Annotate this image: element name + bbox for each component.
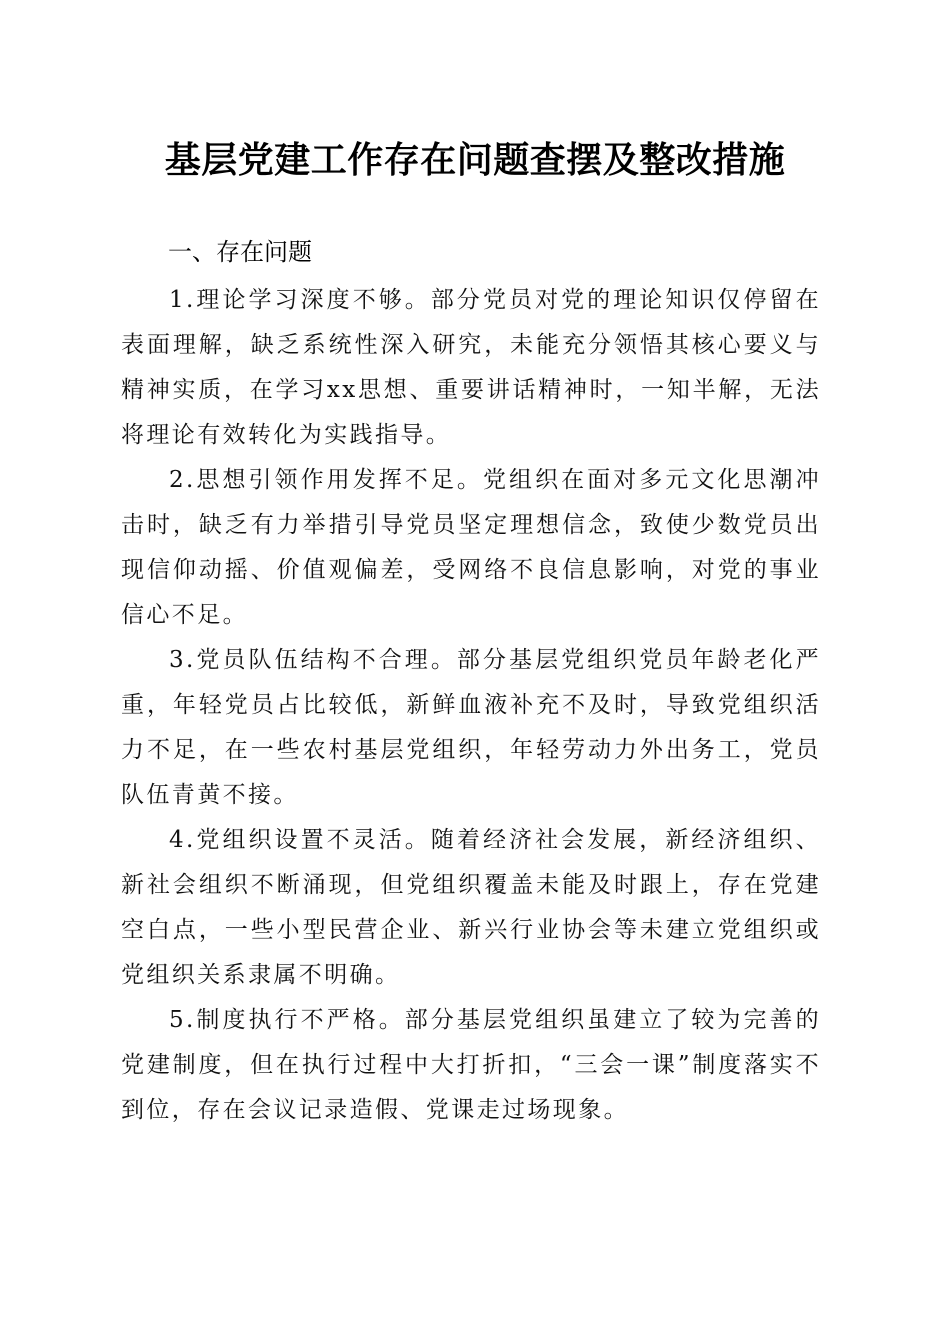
document-title: 基层党建工作存在问题查摆及整改措施 <box>164 139 786 181</box>
section-heading: 一、存在问题 <box>168 238 312 266</box>
paragraph-3: 3.党员队伍结构不合理。部分基层党组织党员年龄老化严重，年轻党员占比较低，新鲜血液补充不及时，导致党组织活力不足，在一些农村基层党组织，年轻劳动力外出务工，党员队伍青黄不接。 <box>121 647 821 808</box>
paragraph-1: 1.理论学习深度不够。部分党员对党的理论知识仅停留在表面理解，缺乏系统性深入研究，未能充分领悟其核心要义与精神实质，在学习xx思想、重要讲话精神时，一知半解，无法将理论有效转化为实践指导。 <box>121 287 821 448</box>
paragraph-5: 5.制度执行不严格。部分基层党组织虽建立了较为完善的党建制度，但在执行过程中大打折扣，“三会一课”制度落实不到位，存在会议记录造假、党课走过场现象。 <box>121 1007 821 1123</box>
section-body <box>121 278 821 1133</box>
paragraph-4: 4.党组织设置不灵活。随着经济社会发展，新经济组织、新社会组织不断涌现，但党组织覆盖未能及时跟上，存在党建空白点，一些小型民营企业、新兴行业协会等未建立党组织或党组织关系隶属不明确。 <box>121 827 821 988</box>
paragraph-2: 2.思想引领作用发挥不足。党组织在面对多元文化思潮冲击时，缺乏有力举措引导党员坚定理想信念，致使少数党员出现信仰动摇、价值观偏差，受网络不良信息影响，对党的事业信心不足。 <box>121 467 821 628</box>
